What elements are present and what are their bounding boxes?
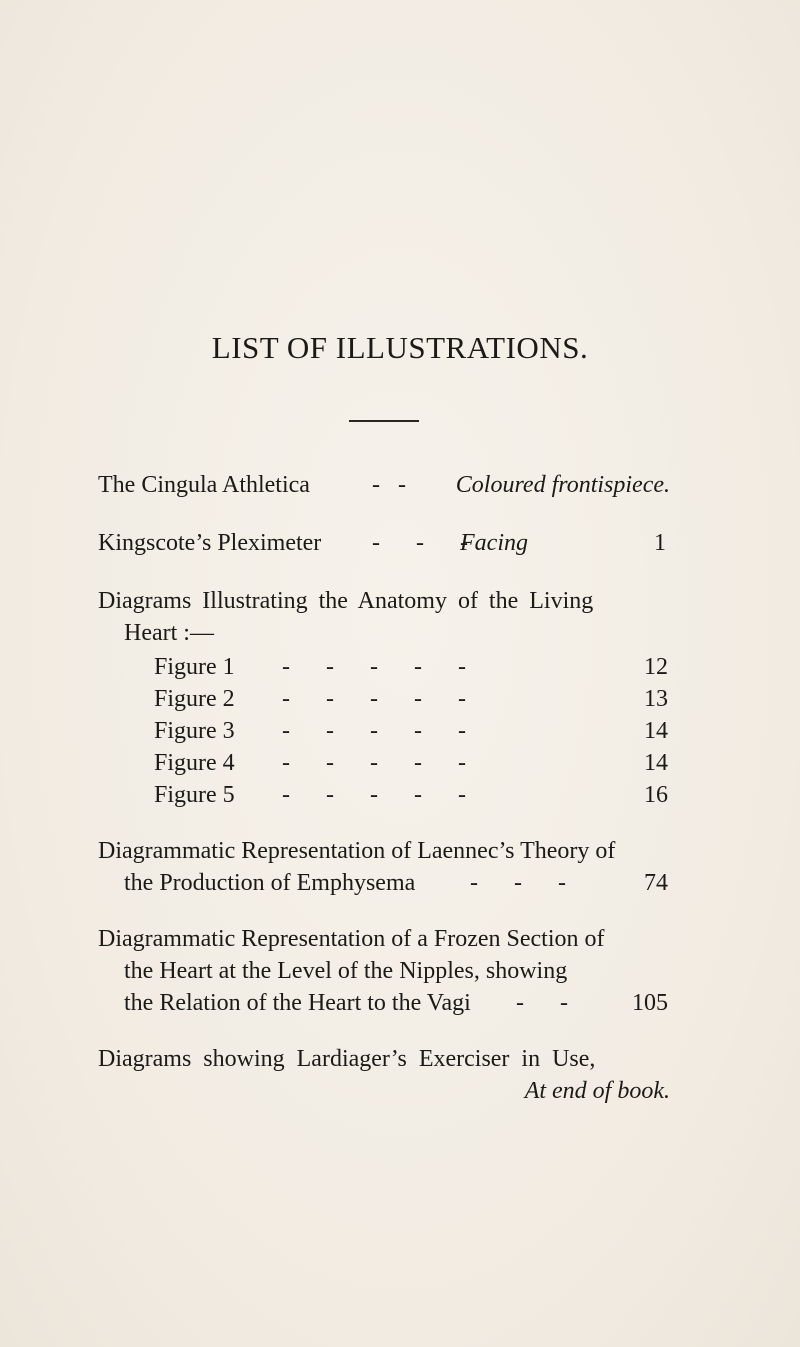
figure-1-leader: - - - - - [282, 654, 466, 680]
figure-5-leader: - - - - - [282, 782, 466, 808]
figure-3-leader: - - - - - [282, 718, 466, 744]
figure-1-page: 12 [644, 654, 668, 680]
entry-frozen-label-line2: the Heart at the Level of the Nipples, showing [124, 958, 568, 984]
entry-cingula-label: The Cingula Athletica [98, 472, 310, 498]
entry-laennec-label-line1: Diagrammatic Representation of Laennec’s Theory of [98, 838, 616, 864]
figure-2-page: 13 [644, 686, 668, 712]
entry-cingula-location: Coloured frontispiece. [455, 472, 670, 498]
entry-cingula-leader: - - [372, 472, 406, 498]
figure-1-label: Figure 1 [154, 654, 235, 680]
figure-4-page: 14 [644, 750, 668, 776]
figure-5-label: Figure 5 [154, 782, 235, 808]
entry-laennec-label-line2: the Production of Emphysema [124, 870, 416, 896]
figure-2-leader: - - - - - [282, 686, 466, 712]
entry-frozen-label-line3: the Relation of the Heart to the Vagi [124, 990, 471, 1016]
entry-lardiager-location: At end of book. [524, 1078, 670, 1104]
entry-frozen-label-line1: Diagrammatic Representation of a Frozen Section of [98, 926, 605, 952]
figure-4-leader: - - - - - [282, 750, 466, 776]
entry-laennec-page: 74 [644, 870, 668, 896]
entry-pleximeter-location: Facing [460, 530, 528, 556]
title-divider [349, 420, 419, 422]
figure-5-page: 16 [644, 782, 668, 808]
figure-2-label: Figure 2 [154, 686, 235, 712]
page-title: LIST OF ILLUSTRATIONS. [211, 330, 589, 365]
entry-pleximeter-leader: - - - [372, 530, 468, 556]
entry-pleximeter-label: Kingscote’s Pleximeter [98, 530, 322, 556]
entry-frozen-page: 105 [632, 990, 668, 1016]
entry-heart-label-line2: Heart :— [124, 620, 214, 646]
entry-heart-label-line1: Diagrams Illustrating the Anatomy of the Living [98, 588, 594, 614]
entry-pleximeter-page: 1 [654, 530, 666, 556]
entry-frozen-leader: - - [516, 990, 568, 1016]
figure-3-page: 14 [644, 718, 668, 744]
figure-4-label: Figure 4 [154, 750, 235, 776]
figure-3-label: Figure 3 [154, 718, 235, 744]
entry-laennec-leader: - - - [470, 870, 566, 896]
entry-lardiager-label: Diagrams showing Lardiager’s Exerciser in Use, [98, 1046, 596, 1072]
